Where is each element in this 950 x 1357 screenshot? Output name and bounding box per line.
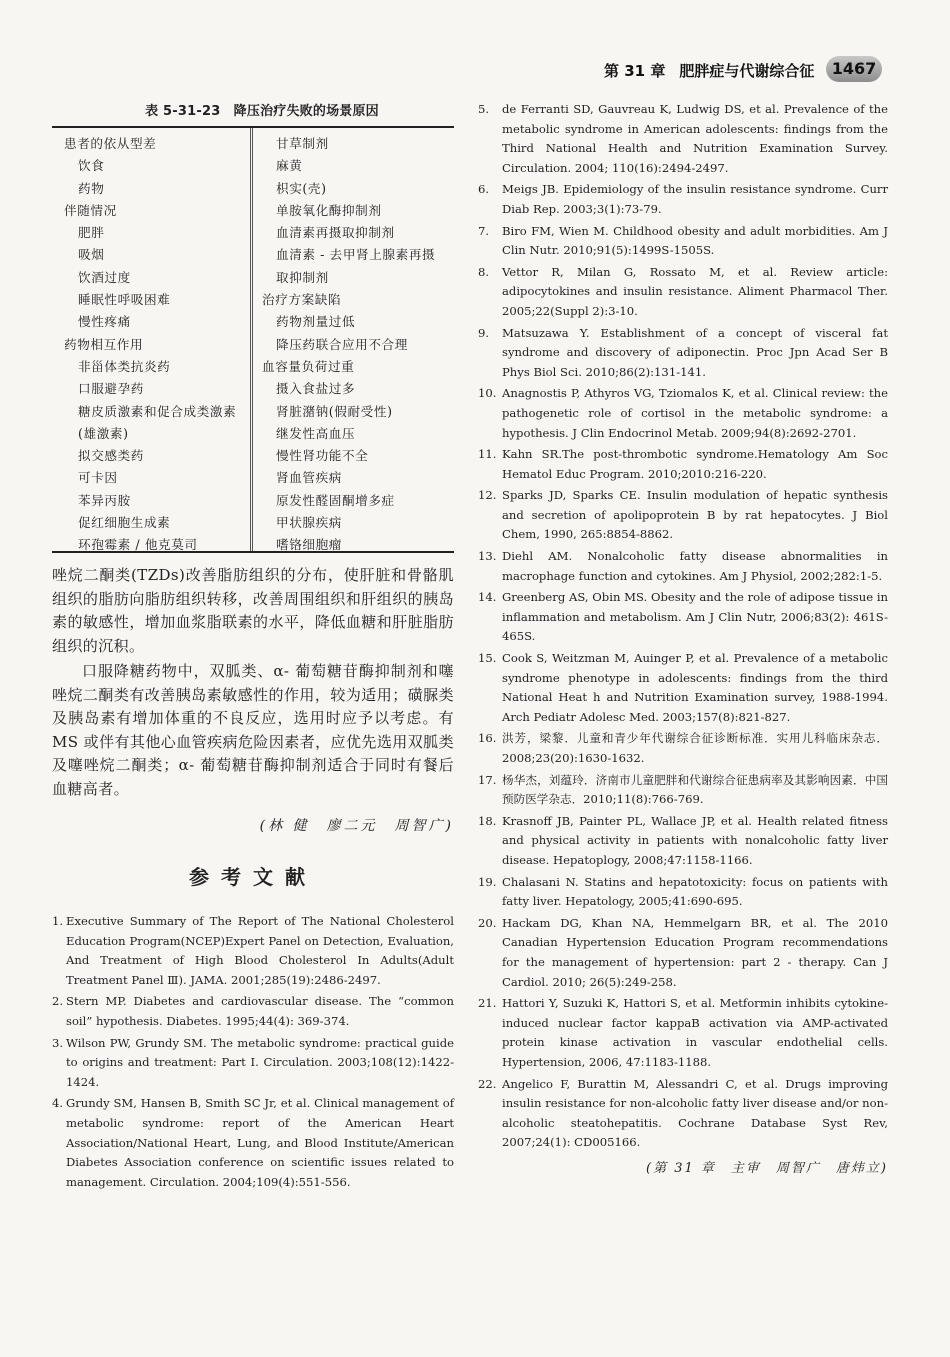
reference-number: 7. — [478, 223, 490, 238]
reference-item — [478, 100, 888, 178]
reference-text: Biro FM, Wien M. Childhood obesity and adult morbidities. Am J Clin Nutr. 2010;91(5):1499S-1505S. — [502, 223, 888, 258]
table-cell: 睡眠性呼吸困难 — [78, 292, 171, 308]
reference-item — [478, 649, 888, 727]
reference-item — [478, 324, 888, 383]
paragraph: 口服降糖药物中，双胍类、α- 葡萄糖苷酶抑制剂和噻唑烷二酮类有改善胰岛素敏感性的作用，较为适用；磺脲类及胰岛素有增加体重的不良反应，选用时应予以考虑。有 MS 或伴有其他心血管疾病危险因素者，应优先选用双胍类及噻唑烷二酮类；α- 葡萄糖苷酶抑制剂适合于同时有餐后血糖高者。 — [52, 662, 454, 798]
table-cell: 糖皮质激素和促合成类激素 — [78, 403, 237, 419]
reference-item — [478, 547, 888, 586]
reference-text: Diehl AM. Nonalcoholic fatty disease abnormalities in macrophage function and cytokines. Am J Physiol, 2002;282:1-5. — [502, 549, 888, 583]
table-cell: 非甾体类抗炎药 — [78, 358, 171, 374]
reference-number: 16. — [478, 731, 497, 746]
reference-number: 5. — [478, 102, 490, 116]
reference-item — [478, 222, 888, 261]
left-column — [52, 100, 454, 1194]
causes-table — [52, 126, 454, 553]
reference-number: 12. — [478, 488, 497, 503]
reference-text: Cook S, Weitzman M, Auinger P, et al. Prevalence of a metabolic syndrome phenotype in adolescents: findings from the third National Heat h and Nutrition Examination survey, 1988-1994. Arch Pediatr Adolesc Med. 2003;157(8):821-827. — [502, 651, 888, 724]
reference-number: 20. — [478, 915, 497, 930]
reference-item — [478, 914, 888, 992]
reference-item — [52, 1034, 454, 1093]
table-cell: 肾血管疾病 — [276, 470, 342, 486]
body-text — [52, 564, 454, 801]
reference-number: 1. — [52, 914, 64, 928]
table-cell: 苯异丙胺 — [78, 492, 131, 508]
reference-item — [478, 384, 888, 443]
reference-text: Matsuzawa Y. Establishment of a concept of visceral fat syndrome and discovery of adiponectin. Proc Jpn Acad Ser B Phys Biol Sci. 2010;86(2):131-141. — [502, 325, 888, 379]
table-cell: 降压药联合应用不合理 — [276, 336, 408, 352]
reference-text: Greenberg AS, Obin MS. Obesity and the role of adipose tissue in inflammation and metabolism. Am J Clin Nutr, 2006;83(2): 461S-465S. — [502, 590, 888, 644]
reference-item — [478, 873, 888, 912]
reference-number: 18. — [478, 813, 497, 828]
table-cell: 血容量负荷过重 — [262, 358, 355, 374]
table-cell: 吸烟 — [78, 247, 105, 263]
reference-item — [478, 1075, 888, 1153]
reference-text: 洪芳，梁黎．儿童和青少年代谢综合征诊断标准．实用儿科临床杂志．2008;23(20):1630-1632. — [502, 731, 888, 765]
reference-item — [52, 992, 454, 1031]
table-cell: 甲状腺疾病 — [276, 515, 342, 531]
reference-text: Meigs JB. Epidemiology of the insulin resistance syndrome. Curr Diab Rep. 2003;3(1):73-79. — [502, 182, 888, 216]
reference-text: de Ferranti SD, Gauvreau K, Ludwig DS, et al. Prevalence of the metabolic syndrome in American adolescents: findings from the Third National Health and Nutrition Examination Survey. Circulation. 2004; 110(16):2494-2497. — [502, 102, 888, 175]
table-cell: 药物相互作用 — [64, 336, 144, 352]
table-cell: 药物 — [78, 180, 105, 196]
running-head — [560, 58, 890, 88]
reference-number: 15. — [478, 651, 497, 666]
reference-list-left — [52, 912, 454, 1192]
table-cell: 伴随情况 — [64, 202, 117, 218]
table-column-divider — [250, 128, 253, 551]
table-right-column — [262, 133, 454, 557]
reference-item — [478, 812, 888, 871]
table-cell: 枳实(壳) — [276, 180, 327, 196]
reference-number: 3. — [52, 1035, 64, 1050]
table-cell: 促红细胞生成素 — [78, 515, 171, 531]
table-cell: 原发性醛固酮增多症 — [276, 492, 395, 508]
reference-item — [478, 180, 888, 219]
table-cell: 单胺氧化酶抑制剂 — [276, 202, 382, 218]
references-heading: 参考文献 — [189, 865, 317, 889]
reference-number: 4. — [52, 1096, 64, 1111]
reference-item — [478, 445, 888, 484]
reference-item — [52, 1094, 454, 1192]
reference-text: Chalasani N. Statins and hepatotoxicity: focus on patients with fatty liver. Hepatology, 2005;41:690-695. — [502, 874, 888, 909]
reference-text: Krasnoff JB, Painter PL, Wallace JP, et al. Health related fitness and physical activity in patients with nonalcoholic fatty liver disease. Hepatoplogy, 2008;47:1158-1166. — [502, 813, 888, 867]
reference-item — [478, 588, 888, 647]
reference-list-right — [478, 100, 888, 1153]
reference-text: Anagnostis P, Athyros VG, Tziomalos K, et al. Clinical review: the pathogenetic role of cortisol in the metabolic syndrome: a hypothesis. J Clin Endocrinol Metab. 2009;94(8):2692-2701. — [502, 386, 888, 440]
reference-number: 10. — [478, 386, 497, 401]
reference-text: Angelico F, Burattin M, Alessandri C, et al. Drugs improving insulin resistance for non-alcoholic fatty liver disease and/or non-alcoholic steatohepatitis. Cochrane Database Syst Rev, 2007;24(1): CD005166. — [502, 1076, 888, 1150]
table-cell: 肥胖 — [78, 225, 105, 241]
reference-item — [52, 912, 454, 990]
reference-item — [478, 263, 888, 322]
table-cell: 可卡因 — [78, 470, 118, 486]
table-cell: 继发性高血压 — [276, 425, 356, 441]
running-head-text — [604, 60, 814, 81]
reference-number: 17. — [478, 772, 497, 787]
table-cell: 拟交感类药 — [78, 448, 144, 464]
reference-number: 22. — [478, 1076, 497, 1091]
reference-item — [478, 994, 888, 1072]
reference-number: 21. — [478, 996, 497, 1011]
page-number: 1467 — [826, 56, 882, 82]
table-cell: 血清素 - 去甲肾上腺素再摄 — [276, 247, 436, 263]
reference-text: 杨华杰，刘蕴玲．济南市儿童肥胖和代谢综合征患病率及其影响因素．中国预防医学杂志．2010;11(8):766-769. — [502, 772, 888, 807]
reference-number: 2. — [52, 994, 64, 1009]
table-cell: 慢性肾功能不全 — [276, 448, 369, 464]
reference-text: Sparks JD, Sparks CE. Insulin modulation of hepatic synthesis and secretion of apolipoprotein B by rat hepatocytes. J Biol Chem, 1990, 265:8854-8862. — [502, 488, 888, 542]
reference-number: 6. — [478, 182, 490, 197]
reference-number: 19. — [478, 874, 497, 889]
paragraph: 唑烷二酮类(TZDs)改善脂肪组织的分布，使肝脏和骨骼肌组织的脂肪向脂肪组织转移，改善周围组织和肝组织的胰岛素的敏感性，增加血浆脂联素的水平，降低血糖和肝脏脂肪组织的沉积。 — [52, 566, 454, 655]
reference-number: 14. — [478, 590, 497, 605]
reference-text: Grundy SM, Hansen B, Smith SC Jr, et al. Clinical management of metabolic syndrome: report of the American Heart Association/National Heart, Lung, and Blood Institute/American Diabetes Association conference on scientific issues related to management. Circulation. 2004;109(4):551-556. — [66, 1096, 454, 1189]
reference-item — [478, 729, 888, 768]
reference-text: Wilson PW, Grundy SM. The metabolic syndrome: practical guide to origins and treatment: Part I. Circulation. 2003;108(12):1422-1424. — [66, 1035, 454, 1089]
table-cell: 取抑制剂 — [276, 269, 329, 285]
table-cell: 麻黄 — [276, 158, 303, 174]
right-column — [478, 100, 888, 1176]
reference-text: Hackam DG, Khan NA, Hemmelgarn BR, et al. The 2010 Canadian Hypertension Education Program recommendations for the management of hypertension: part 2 - therapy. Can J Cardiol. 2010; 26(5):249-258. — [502, 915, 888, 989]
chapter-title: 肥胖症与代谢综合征 — [679, 62, 815, 80]
section-authors: (林 健 廖二元 周智广) — [259, 818, 454, 834]
reference-item — [478, 486, 888, 545]
table-cell: 甘草制剂 — [276, 136, 329, 151]
table-cell: 慢性疼痛 — [78, 314, 131, 330]
table-cell: 口服避孕药 — [78, 381, 144, 397]
reference-text: Kahn SR.The post-thrombotic syndrome.Hematology Am Soc Hematol Educ Program. 2010;2010:216-220. — [502, 447, 888, 481]
reference-number: 8. — [478, 264, 490, 279]
reference-number: 13. — [478, 549, 497, 564]
chapter-editors: (第 31 章 主审 周智广 唐炜立) — [646, 1160, 888, 1176]
table-title: 表 5-31-23 降压治疗失败的场景原因 — [145, 104, 379, 119]
table-cell: 环孢霉素 / 他克莫司 — [78, 537, 198, 553]
chapter-number: 第 31 章 — [604, 62, 666, 80]
table-cell: 摄入食盐过多 — [276, 381, 356, 397]
reference-item — [478, 771, 888, 810]
reference-text: Vettor R, Milan G, Rossato M, et al. Review article: adipocytokines and insulin resistance. Aliment Pharmacol Ther. 2005;22(Suppl 2):3-10. — [502, 264, 888, 318]
reference-number: 9. — [478, 325, 490, 340]
table-cell: 患者的依从型差 — [64, 136, 157, 151]
table-cell: 药物剂量过低 — [276, 314, 356, 330]
table-left-column — [64, 133, 250, 557]
table-cell: 肾脏潴钠(假耐受性) — [276, 403, 393, 419]
table-cell: (雄激素) — [78, 425, 129, 441]
table-cell: 治疗方案缺陷 — [262, 292, 342, 308]
table-cell: 饮酒过度 — [78, 269, 131, 285]
reference-text: Hattori Y, Suzuki K, Hattori S, et al. Metformin inhibits cytokine-induced nuclear factor kappaB activation via AMP-activated protein kinase activation in vascular endothelial cells. Hypertension, 2006, 47:1183-1188. — [502, 996, 888, 1069]
table-cell: 血清素再摄取抑制剂 — [276, 225, 395, 241]
reference-text: Stern MP. Diabetes and cardiovascular disease. The “common soil” hypothesis. Diabetes. 1995;44(4): 369-374. — [66, 994, 454, 1028]
table-cell: 嗜铬细胞瘤 — [276, 537, 342, 553]
table-cell: 饮食 — [78, 158, 105, 174]
reference-number: 11. — [478, 447, 497, 462]
reference-text: Executive Summary of The Report of The National Cholesterol Education Program(NCEP)Expert Panel on Detection, Evaluation, And Treatment of High Blood Cholesterol In Adults(Adult Treatment Panel Ⅲ). JAMA. 2001;285(19):2486-2497. — [66, 914, 454, 987]
